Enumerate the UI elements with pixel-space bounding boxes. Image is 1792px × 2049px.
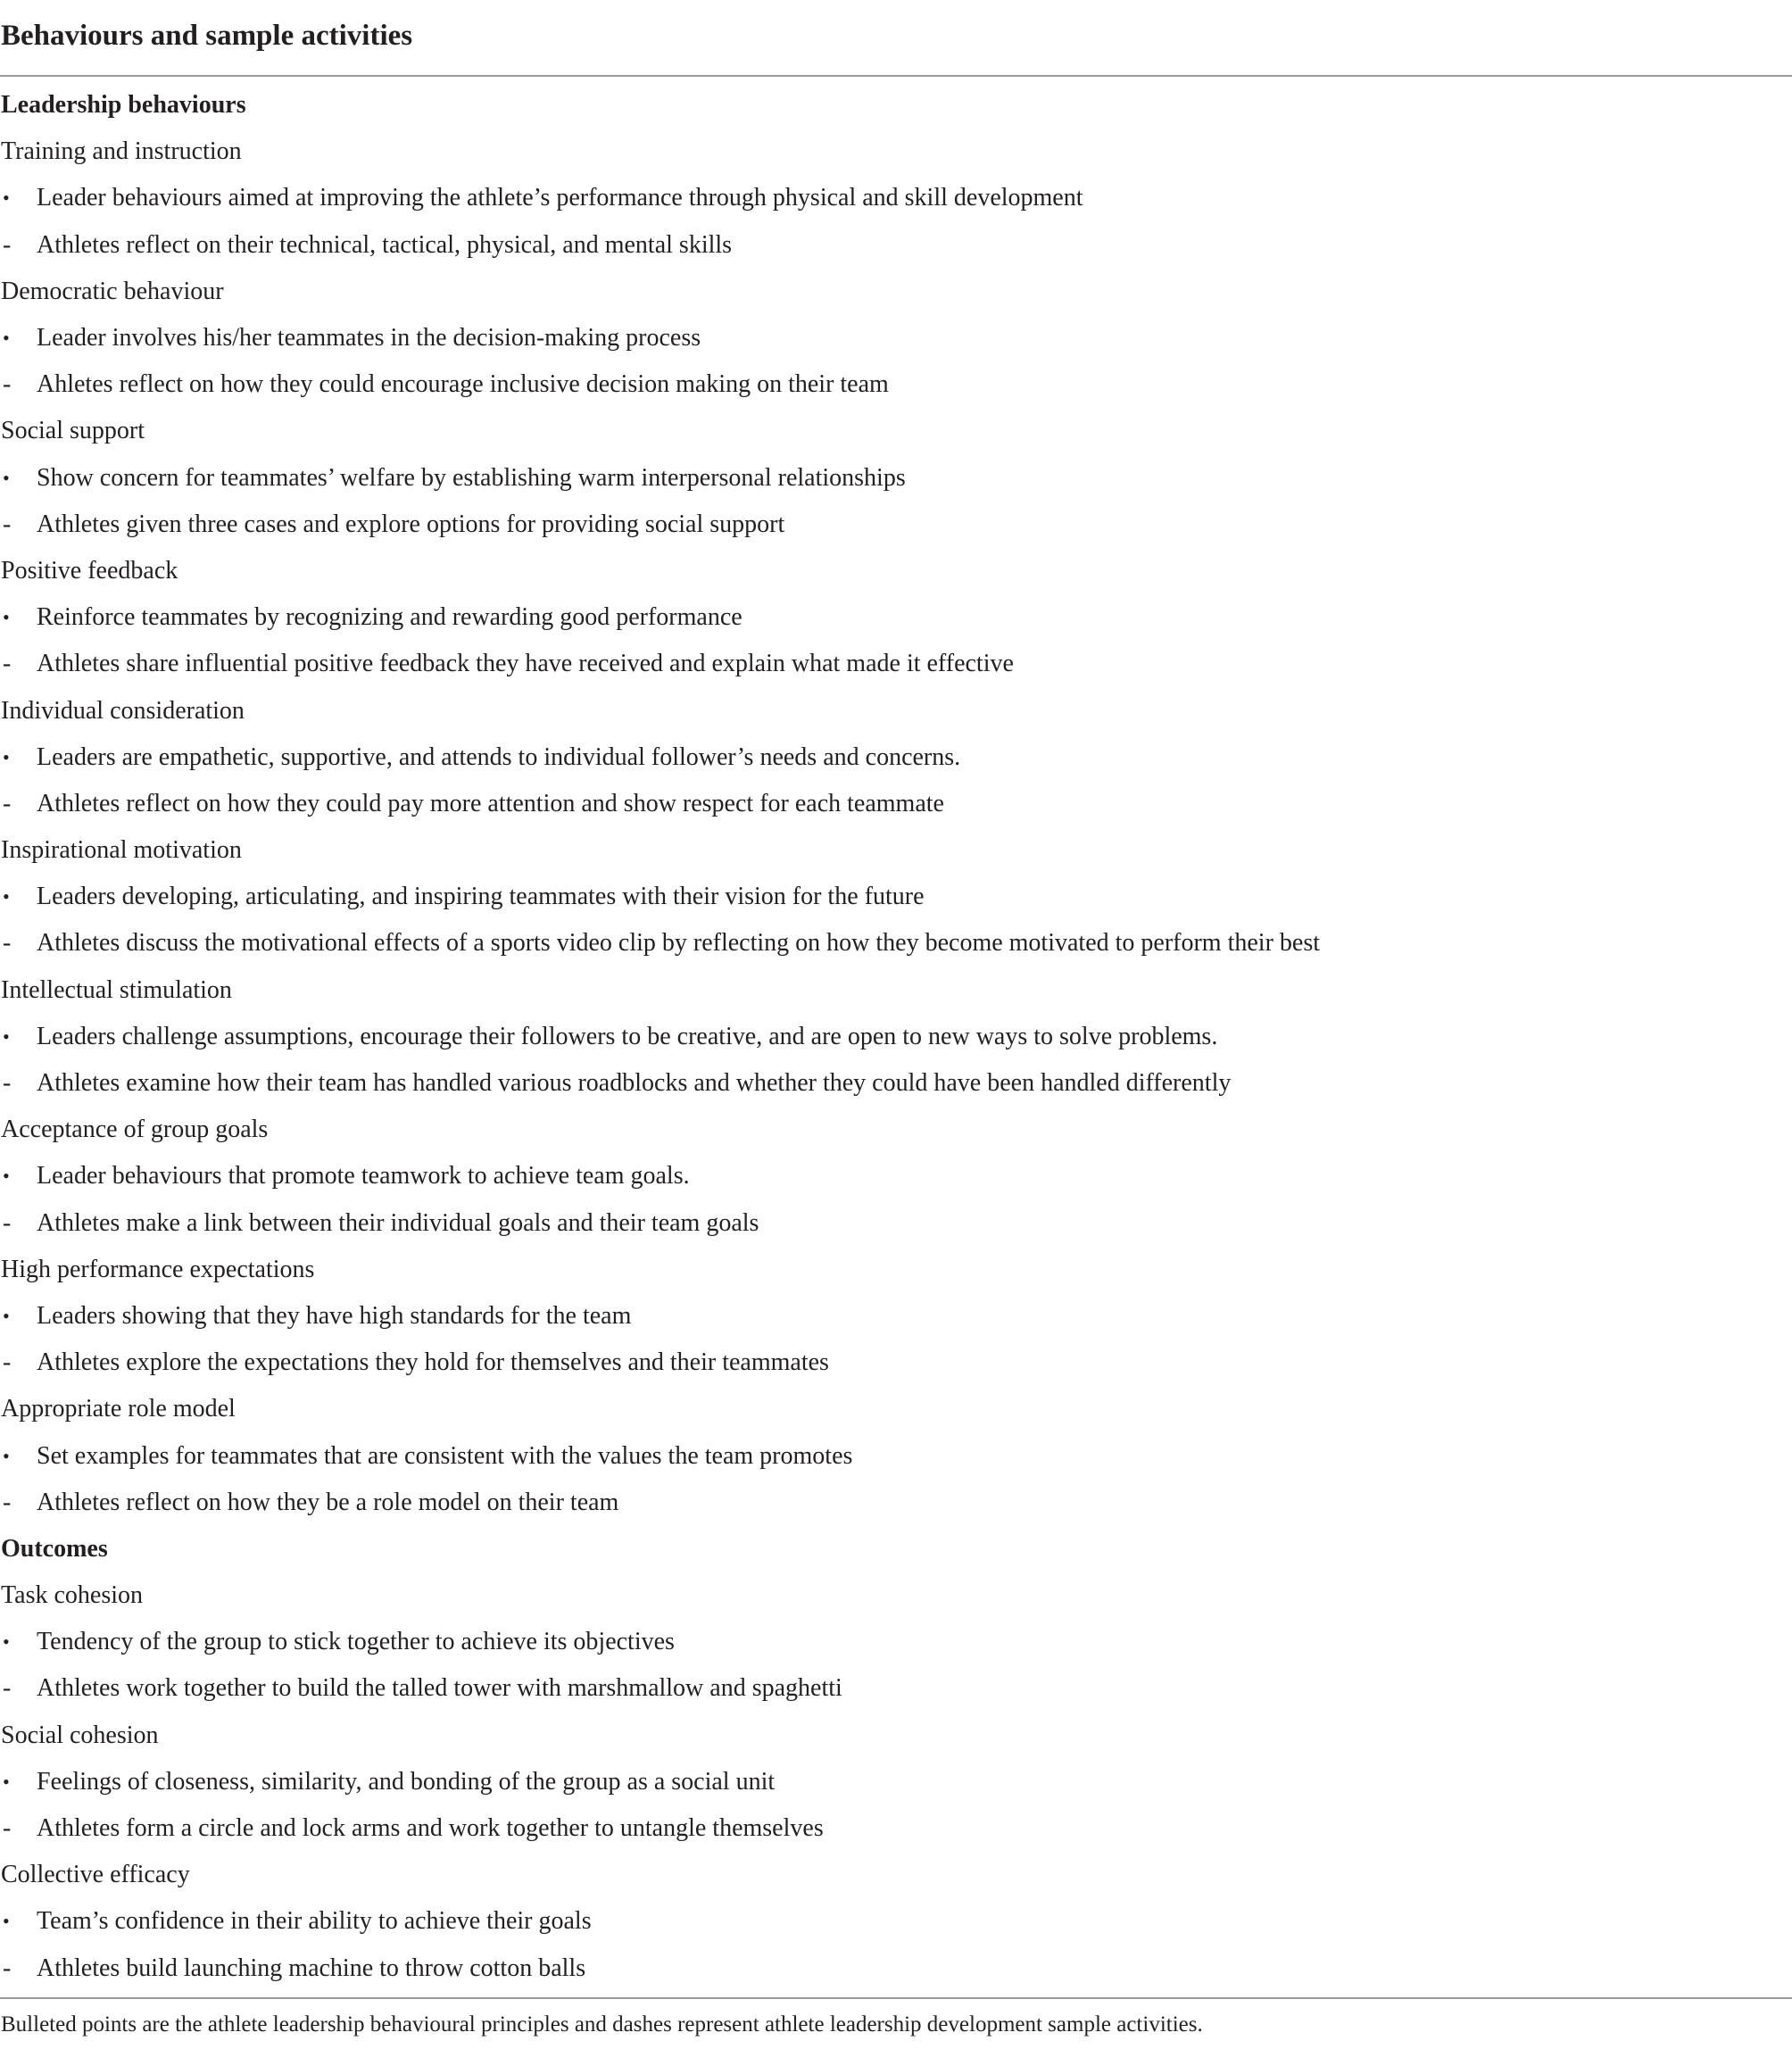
bullet-glyph: • — [3, 466, 10, 489]
dash-glyph: - — [3, 1348, 12, 1377]
row-text: Tendency of the group to stick together to achieve its objectives — [37, 1628, 675, 1656]
dash-glyph: - — [3, 370, 12, 399]
dash-glyph: - — [3, 789, 12, 817]
bullet-glyph: • — [3, 1770, 10, 1793]
row-text: Leaders challenge assumptions, encourage their followers to be creative, and are open to new ways to solve problems. — [37, 1022, 1218, 1050]
principle-bullet-row — [0, 1619, 1792, 1665]
row-text: Athletes reflect on their technical, tactical, physical, and mental skills — [37, 230, 733, 259]
category-label: Inspirational motivation — [1, 836, 242, 865]
table-header: Behaviours and sample activities — [0, 0, 1792, 77]
category-label: Positive feedback — [1, 556, 178, 585]
principle-bullet-row — [0, 1014, 1792, 1060]
bullet-glyph: • — [3, 606, 10, 629]
bullet-marker — [0, 1630, 37, 1655]
row-text: Athletes make a link between their individual goals and their team goals — [37, 1208, 759, 1237]
activity-dash-row — [0, 222, 1792, 269]
bullet-marker — [0, 884, 37, 909]
bullet-marker — [0, 1909, 37, 1934]
row-text: Ahletes reflect on how they could encourage inclusive decision making on their team — [37, 370, 889, 399]
row-text: Athletes reflect on how they be a role model on their team — [37, 1488, 619, 1516]
activity-dash-row — [0, 1480, 1792, 1526]
principle-bullet-row — [0, 1432, 1792, 1479]
dash-glyph: - — [3, 1488, 12, 1516]
category-label: Social cohesion — [1, 1721, 159, 1749]
bullet-glyph: • — [3, 1910, 10, 1933]
activity-dash-row — [0, 920, 1792, 966]
bullet-marker — [0, 1770, 37, 1795]
row-text: Show concern for teammates’ welfare by establishing warm interpersonal relationships — [37, 463, 906, 492]
row-text: Reinforce teammates by recognizing and rewarding good performance — [37, 603, 743, 632]
bullet-marker — [0, 466, 37, 491]
activity-dash-row — [0, 781, 1792, 827]
dash-glyph: - — [3, 230, 12, 259]
dash-marker — [0, 372, 37, 397]
activity-dash-row — [0, 1945, 1792, 1992]
row-text: Athletes explore the expectations they hold for themselves and their teammates — [37, 1348, 829, 1377]
principle-bullet-row — [0, 315, 1792, 361]
row-text: Feelings of closeness, similarity, and bonding of the group as a social unit — [37, 1767, 776, 1796]
category-label: High performance expectations — [1, 1255, 315, 1283]
dash-glyph: - — [3, 650, 12, 678]
bullet-glyph: • — [3, 1024, 10, 1048]
dash-glyph: - — [3, 929, 12, 958]
dash-marker — [0, 1816, 37, 1841]
principle-bullet-row — [0, 1153, 1792, 1199]
bullet-glyph: • — [3, 1444, 10, 1467]
row-text: Athletes share influential positive feedback they have received and explain what made it effective — [37, 650, 1014, 678]
activity-dash-row — [0, 641, 1792, 687]
activity-dash-row — [0, 1805, 1792, 1852]
bullet-glyph: • — [3, 1304, 10, 1327]
row-text: Athletes form a circle and lock arms and work together to untangle themselves — [37, 1814, 824, 1843]
dash-marker — [0, 1350, 37, 1375]
activity-dash-row — [0, 1200, 1792, 1247]
bullet-glyph: • — [3, 327, 10, 350]
bullet-marker — [0, 605, 37, 630]
dash-marker — [0, 789, 37, 817]
principle-bullet-row — [0, 455, 1792, 502]
row-text: Athletes discuss the motivational effects of a sports video clip by reflecting on how they become motivated to perform their best — [37, 929, 1320, 958]
bullet-marker — [0, 1024, 37, 1049]
activity-dash-row — [0, 361, 1792, 408]
category-label: Democratic behaviour — [1, 277, 224, 305]
category-label: Task cohesion — [1, 1581, 144, 1610]
dash-marker — [0, 1071, 37, 1096]
principle-bullet-row — [0, 734, 1792, 781]
row-text: Leader involves his/her teammates in the decision-making process — [37, 324, 701, 353]
activity-dash-row — [0, 1060, 1792, 1107]
dash-marker — [0, 512, 37, 537]
row-text: Athletes examine how their team has handled various roadblocks and whether they could have been handled differently — [37, 1069, 1232, 1098]
bullet-marker — [0, 745, 37, 770]
dash-glyph: - — [3, 1814, 12, 1843]
activity-dash-row — [0, 502, 1792, 548]
footer-divider — [0, 1997, 1792, 1999]
category-label: Acceptance of group goals — [1, 1116, 269, 1144]
table-body — [0, 77, 1792, 1992]
dash-marker — [0, 1490, 37, 1515]
section-heading: Leadership behaviours — [1, 91, 246, 120]
category-label: Training and instruction — [1, 137, 242, 166]
row-text: Leader behaviours aimed at improving the athlete’s performance through physical and skill development — [37, 184, 1083, 212]
table-footnote: Bulleted points are the athlete leadership behavioural principles and dashes represent athlete leadership development sample activities. — [1, 2012, 1203, 2037]
category-label: Intellectual stimulation — [1, 975, 232, 1004]
principle-bullet-row — [0, 175, 1792, 221]
bullet-glyph: • — [3, 187, 10, 210]
bullet-glyph: • — [3, 1630, 10, 1654]
row-text: Set examples for teammates that are consistent with the values the team promotes — [37, 1441, 853, 1470]
row-text: Athletes reflect on how they could pay more attention and show respect for each teammate — [37, 789, 944, 817]
bullet-glyph: • — [3, 885, 10, 908]
row-text: Leaders are empathetic, supportive, and attends to individual follower’s needs and concerns. — [37, 742, 961, 771]
bullet-marker — [0, 1304, 37, 1329]
row-text: Leader behaviours that promote teamwork to achieve team goals. — [37, 1162, 690, 1190]
principle-bullet-row — [0, 594, 1792, 641]
row-text: Leaders developing, articulating, and inspiring teammates with their vision for the future — [37, 883, 925, 911]
section-heading: Outcomes — [1, 1534, 108, 1563]
row-text: Leaders showing that they have high standards for the team — [37, 1301, 632, 1330]
category-label: Collective efficacy — [1, 1861, 190, 1889]
bullet-marker — [0, 1444, 37, 1469]
bullet-glyph: • — [3, 1165, 10, 1188]
row-text: Athletes build launching machine to throw cotton balls — [37, 1954, 586, 1982]
dash-glyph: - — [3, 1208, 12, 1237]
principle-bullet-row — [0, 1293, 1792, 1340]
row-text: Team’s confidence in their ability to achieve their goals — [37, 1907, 592, 1936]
dash-marker — [0, 1676, 37, 1701]
row-text: Athletes work together to build the talled tower with marshmallow and spaghetti — [37, 1674, 842, 1703]
bullet-glyph: • — [3, 745, 10, 768]
dash-glyph: - — [3, 1674, 12, 1703]
category-label: Individual consideration — [1, 696, 245, 725]
dash-glyph: - — [3, 510, 12, 538]
row-text: Athletes given three cases and explore options for providing social support — [37, 510, 785, 538]
category-label: Social support — [1, 417, 145, 445]
dash-glyph: - — [3, 1954, 12, 1982]
bullet-marker — [0, 1164, 37, 1189]
category-label: Appropriate role model — [1, 1395, 236, 1423]
bullet-marker — [0, 186, 37, 211]
principle-bullet-row — [0, 1898, 1792, 1945]
dash-marker — [0, 1956, 37, 1981]
dash-marker — [0, 651, 37, 676]
principle-bullet-row — [0, 1759, 1792, 1805]
dash-marker — [0, 1208, 37, 1237]
dash-marker — [0, 931, 37, 956]
bullet-marker — [0, 326, 37, 351]
activity-dash-row — [0, 1665, 1792, 1712]
dash-marker — [0, 230, 37, 259]
dash-glyph: - — [3, 1069, 12, 1098]
principle-bullet-row — [0, 874, 1792, 920]
activity-dash-row — [0, 1340, 1792, 1386]
